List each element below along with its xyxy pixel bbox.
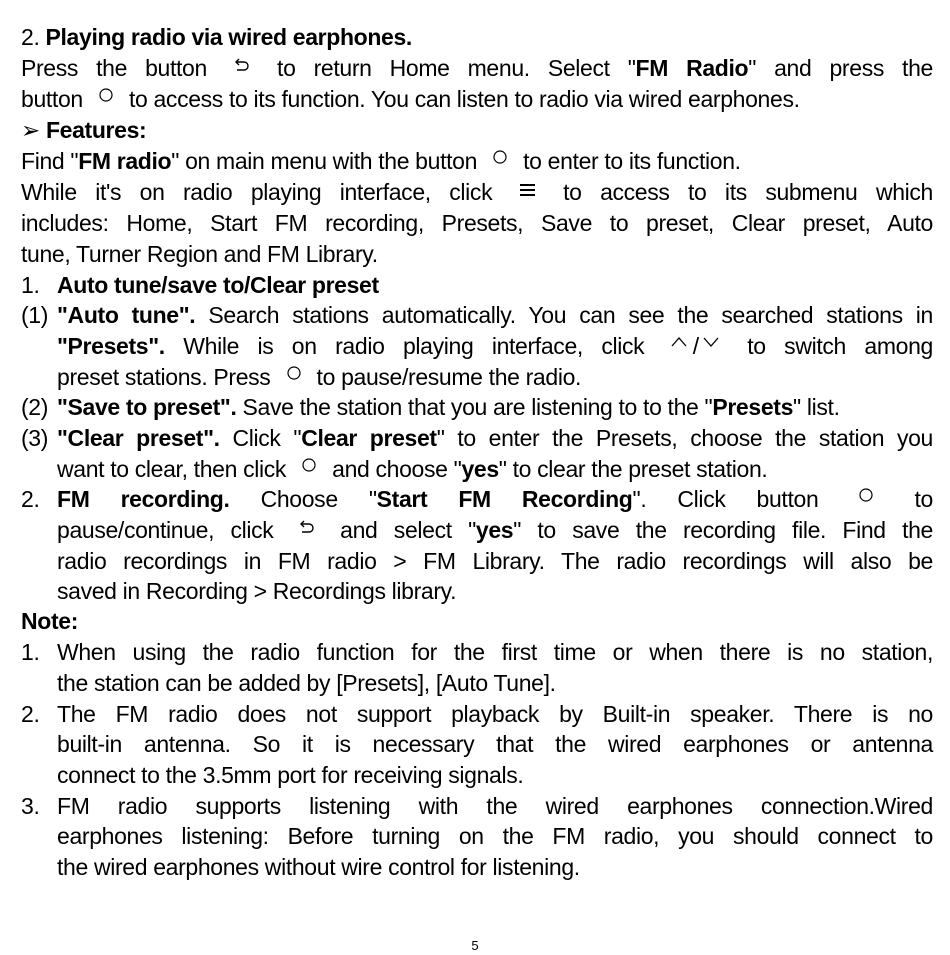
fm-recording-text: pause/continue, click [57, 517, 274, 543]
fm-radio-term: FM Radio [635, 55, 749, 81]
arrow-bullet-icon: ➢ [21, 117, 40, 143]
clear-preset-text: want to clear, then click [57, 456, 287, 482]
note-text: earphones listening: Before turning on the FM radio, you should connect to [57, 823, 933, 849]
section-number: 2. [21, 24, 40, 50]
section-heading [21, 22, 933, 53]
clear-preset-text: and choose " [332, 456, 462, 482]
clear-preset-text: Click " [232, 425, 302, 451]
back-icon [294, 518, 320, 540]
note-text: the station can be added by [Presets], [Auto Tune]. [57, 670, 556, 696]
chevron-up-icon [667, 334, 693, 356]
note-text: connect to the 3.5mm port for receiving signals. [57, 762, 524, 788]
intro-text: " and press the [748, 55, 933, 81]
intro-text: button [21, 86, 83, 112]
note-1-line-2 [57, 668, 933, 699]
fm-recording-line-3 [57, 546, 933, 577]
clear-preset-line-2 [57, 454, 933, 485]
circle-button-icon [296, 457, 322, 479]
fm-recording-line-1 [57, 484, 933, 515]
note-text: built-in antenna. So it is necessary that the wired earphones or antenna [57, 731, 933, 757]
note-2-line-3 [57, 760, 933, 791]
page-number: 5 [471, 938, 479, 953]
note-3-line-1 [57, 791, 933, 822]
submenu-line-2 [21, 208, 933, 239]
yes-term: yes [475, 517, 514, 543]
intro-line-2 [21, 84, 933, 115]
note-2-line-2 [57, 729, 933, 760]
sub-number: (2) [21, 394, 49, 420]
intro-text: to access to its function. You can listen to radio via wired earphones. [128, 86, 800, 112]
features-heading [21, 115, 933, 146]
note-text: When using the radio function for the first time or when there is no station, [57, 639, 933, 665]
note-3-line-2 [57, 821, 933, 852]
save-preset-line [57, 392, 933, 423]
circle-button-icon [93, 87, 119, 109]
slash-text: / [692, 333, 699, 359]
fm-recording-text: to [914, 486, 933, 512]
fm-recording-line-4 [57, 576, 933, 607]
features-label: Features: [45, 117, 147, 143]
item-heading [57, 270, 933, 301]
fm-recording-text: radio recordings in FM radio > FM Library. The radio recordings will also be [57, 548, 933, 574]
save-preset-term: "Save to preset". [57, 394, 237, 420]
find-text: to enter to its function. [523, 148, 741, 174]
note-number: 1. [21, 639, 40, 665]
up-down-icons [663, 333, 729, 359]
fm-recording-line-2 [57, 515, 933, 546]
note-2-line-1 [57, 699, 933, 730]
section-title: Playing radio via wired earphones. [45, 24, 412, 50]
item-number: 2. [21, 486, 40, 512]
submenu-line-1 [21, 177, 933, 208]
fm-recording-text: ". Click button [632, 486, 819, 512]
note-3-line-3 [57, 852, 933, 883]
auto-tune-text: preset stations. Press [57, 364, 271, 390]
item-number: 1. [21, 272, 40, 298]
submenu-line-3 [21, 239, 933, 270]
auto-tune-line-3 [57, 362, 933, 393]
note-label: Note: [21, 608, 79, 634]
auto-tune-line-1 [57, 300, 933, 331]
fm-recording-text: and select " [340, 517, 476, 543]
fm-recording-text: saved in Recording > Recordings library. [57, 578, 457, 604]
intro-text: Press the button [21, 55, 207, 81]
fm-recording-text: Choose " [260, 486, 377, 512]
clear-preset-text: " to enter the Presets, choose the station you [436, 425, 933, 451]
submenu-text: While it's on radio playing interface, click [21, 179, 493, 205]
fm-recording-text: " to save the recording file. Find the [513, 517, 933, 543]
save-preset-text: Save the station that you are listening to to the " [242, 394, 713, 420]
submenu-text: includes: Home, Start FM recording, Presets, Save to preset, Clear preset, Auto [21, 210, 933, 236]
presets-term: "Presets". [57, 333, 165, 359]
sub-number: (1) [21, 302, 49, 328]
note-1-line-1 [57, 637, 933, 668]
find-fm-line [21, 146, 933, 177]
chevron-down-icon [699, 334, 725, 356]
item-title: Auto tune/save to/Clear preset [57, 272, 379, 298]
submenu-text: tune, Turner Region and FM Library. [21, 241, 378, 267]
clear-preset-line-1 [57, 423, 933, 454]
auto-tune-line-2 [57, 331, 933, 362]
note-heading [21, 606, 933, 637]
save-preset-text: " list. [793, 394, 840, 420]
note-number: 3. [21, 793, 40, 819]
sub-number: (3) [21, 425, 49, 451]
clear-preset-text: " to clear the preset station. [498, 456, 768, 482]
auto-tune-text: to pause/resume the radio. [316, 364, 582, 390]
start-fm-recording-term: Start FM Recording [376, 486, 633, 512]
presets-term: Presets [712, 394, 794, 420]
find-text: Find " [21, 148, 79, 174]
circle-button-icon [487, 149, 513, 171]
note-text: The FM radio does not support playback by Built-in speaker. There is no [57, 701, 933, 727]
note-text: the wired earphones without wire control for listening. [57, 854, 580, 880]
yes-term: yes [461, 456, 499, 482]
clear-preset-term: "Clear preset". [57, 425, 220, 451]
auto-tune-text: While is on radio playing interface, click [183, 333, 645, 359]
intro-line-1 [21, 53, 933, 84]
auto-tune-text: Search stations automatically. You can see the searched stations in [208, 302, 933, 328]
intro-text: to return Home menu. Select " [277, 55, 636, 81]
back-icon [229, 56, 255, 78]
fm-recording-term: FM recording. [57, 486, 230, 512]
submenu-text: to access to its submenu which [563, 179, 933, 205]
note-text: FM radio supports listening with the wired earphones connection.Wired [57, 793, 933, 819]
note-number: 2. [21, 701, 40, 727]
fm-radio-term: FM radio [78, 148, 172, 174]
auto-tune-term: "Auto tune". [57, 302, 196, 328]
find-text: " on main menu with the button [171, 148, 478, 174]
clear-preset-term: Clear preset [301, 425, 437, 451]
circle-button-icon [281, 365, 307, 387]
auto-tune-text: to switch among [747, 333, 933, 359]
circle-button-icon [853, 487, 879, 509]
menu-icon [515, 180, 541, 202]
